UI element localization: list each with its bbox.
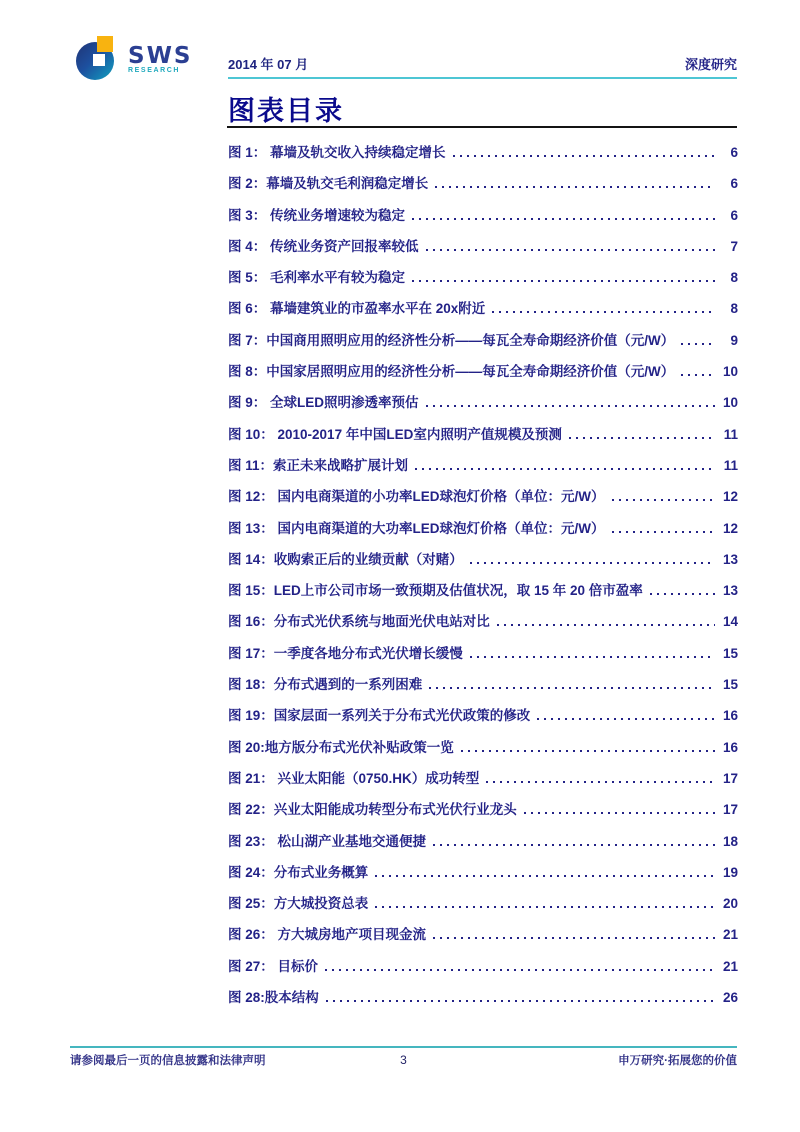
report-date: 2014 年 07 月 xyxy=(228,57,309,72)
toc-entry-label: 图 6： 幕墙建筑业的市盈率水平在 20x附近 xyxy=(228,301,486,317)
report-type-label: 深度研究 xyxy=(684,57,737,72)
toc-entry-page-number: 8 xyxy=(730,301,738,317)
dotted-leader xyxy=(650,592,715,595)
logo-notch-shape xyxy=(93,54,105,66)
toc-entry-label: 图 19：国家层面一系列关于分布式光伏政策的修改 xyxy=(228,708,531,724)
toc-entry-label: 图 12： 国内电商渠道的小功率LED球泡灯价格（单位：元/W） xyxy=(228,489,605,505)
toc-entry[interactable] xyxy=(228,923,738,954)
toc-entry-label: 图 1： 幕墙及轨交收入持续稳定增长 xyxy=(228,145,446,160)
toc-entry[interactable] xyxy=(228,767,738,798)
toc-entry-label: 图 14：收购索正后的业绩贡献（对赌） xyxy=(228,551,463,567)
toc-entry-page-number: 7 xyxy=(730,238,738,254)
toc-entry[interactable] xyxy=(228,391,738,422)
logo-research-text: RESEARCH xyxy=(128,67,181,74)
dotted-leader xyxy=(681,373,715,376)
dotted-leader xyxy=(433,843,715,846)
toc-entry-label: 图 23： 松山湖产业基地交通便捷 xyxy=(228,833,427,849)
toc-entry[interactable] xyxy=(228,642,738,673)
dotted-leader xyxy=(326,999,715,1002)
header-divider xyxy=(228,77,737,79)
figure-index-list xyxy=(228,141,738,1017)
toc-entry-page-number: 26 xyxy=(722,990,738,1006)
toc-entry-label: 图 3： 传统业务增速较为稳定 xyxy=(228,207,406,223)
logo-yellow-square-icon xyxy=(97,36,113,52)
toc-entry[interactable] xyxy=(228,423,738,454)
toc-entry-label: 图 17：一季度各地分布式光伏增长缓慢 xyxy=(228,645,463,661)
toc-entry-label: 图 7：中国商用照明应用的经济性分析——每瓦全寿命期经济价值（元/W） xyxy=(228,332,675,348)
toc-entry-label: 图 2：幕墙及轨交毛利润稳定增长 xyxy=(228,176,429,192)
toc-entry[interactable] xyxy=(228,266,738,297)
toc-entry[interactable] xyxy=(228,955,738,986)
toc-entry[interactable] xyxy=(228,517,738,548)
toc-entry-page-number: 6 xyxy=(730,176,738,192)
logo-sws-text: SWS xyxy=(128,43,193,69)
dotted-leader xyxy=(412,279,715,282)
toc-entry-label: 图 25：方大城投资总表 xyxy=(228,896,369,912)
toc-entry-label: 图 13： 国内电商渠道的大功率LED球泡灯价格（单位：元/W） xyxy=(228,520,605,536)
toc-entry[interactable] xyxy=(228,548,738,579)
toc-entry-label: 图 28:股本结构 xyxy=(228,990,319,1006)
sws-logo xyxy=(76,36,193,84)
toc-entry-page-number: 9 xyxy=(730,332,738,348)
title-divider xyxy=(227,126,737,128)
toc-entry[interactable] xyxy=(228,360,738,391)
toc-entry[interactable] xyxy=(228,297,738,328)
toc-entry[interactable] xyxy=(228,454,738,485)
toc-entry-page-number: 6 xyxy=(730,207,738,223)
toc-entry-label: 图 9： 全球LED照明渗透率预估 xyxy=(228,395,419,411)
toc-entry-label: 图 18：分布式遇到的一系列困难 xyxy=(228,677,423,693)
dotted-leader xyxy=(435,185,715,188)
toc-entry-page-number: 15 xyxy=(722,677,738,693)
toc-entry[interactable] xyxy=(228,329,738,360)
dotted-leader xyxy=(681,342,715,345)
toc-entry-page-number: 10 xyxy=(722,364,738,380)
dotted-leader xyxy=(325,968,715,971)
toc-entry-page-number: 13 xyxy=(722,583,738,599)
toc-entry-page-number: 11 xyxy=(723,457,738,473)
toc-entry-page-number: 12 xyxy=(722,520,738,536)
dotted-leader xyxy=(537,717,715,720)
toc-entry-page-number: 20 xyxy=(722,896,738,912)
toc-entry[interactable] xyxy=(228,861,738,892)
toc-entry[interactable] xyxy=(228,485,738,516)
dotted-leader xyxy=(426,248,715,251)
toc-entry[interactable] xyxy=(228,610,738,641)
toc-entry-label: 图 21： 兴业太阳能（0750.HK）成功转型 xyxy=(228,770,480,786)
toc-entry[interactable] xyxy=(228,798,738,829)
toc-entry-label: 图 11：索正未来战略扩展计划 xyxy=(228,457,409,473)
toc-entry[interactable] xyxy=(228,704,738,735)
toc-entry-page-number: 17 xyxy=(722,802,738,818)
page-footer xyxy=(70,1052,737,1068)
dotted-leader xyxy=(415,467,715,470)
toc-entry[interactable] xyxy=(228,579,738,610)
dotted-leader xyxy=(492,310,715,313)
toc-entry-label: 图 27： 目标价 xyxy=(228,958,319,974)
footer-slogan: 申万研究·拓展您的价值 xyxy=(618,1055,737,1067)
dotted-leader xyxy=(461,749,715,752)
dotted-leader xyxy=(426,404,715,407)
toc-entry-label: 图 26： 方大城房地产项目现金流 xyxy=(228,927,427,943)
dotted-leader xyxy=(375,905,715,908)
toc-entry-page-number: 19 xyxy=(722,864,738,880)
toc-entry-page-number: 6 xyxy=(730,145,738,160)
toc-entry-label: 图 24：分布式业务概算 xyxy=(228,864,369,880)
toc-entry[interactable] xyxy=(228,986,738,1017)
toc-entry-page-number: 14 xyxy=(722,614,738,630)
dotted-leader xyxy=(524,811,715,814)
toc-entry-label: 图 20:地方版分布式光伏补贴政策一览 xyxy=(228,739,454,755)
toc-entry[interactable] xyxy=(228,141,738,172)
toc-entry-page-number: 16 xyxy=(722,739,738,755)
dotted-leader xyxy=(497,623,715,626)
toc-entry-page-number: 8 xyxy=(730,270,738,286)
toc-entry[interactable] xyxy=(228,204,738,235)
toc-entry-page-number: 18 xyxy=(722,833,738,849)
logo-text xyxy=(128,36,193,76)
dotted-leader xyxy=(486,780,715,783)
toc-entry[interactable] xyxy=(228,736,738,767)
dotted-leader xyxy=(429,686,715,689)
footer-disclaimer: 请参阅最后一页的信息披露和法律声明 xyxy=(70,1055,266,1067)
toc-entry-label: 图 22：兴业太阳能成功转型分布式光伏行业龙头 xyxy=(228,802,517,818)
toc-entry-label: 图 5： 毛利率水平有较为稳定 xyxy=(228,270,406,286)
toc-entry[interactable] xyxy=(228,892,738,923)
toc-entry-page-number: 15 xyxy=(722,645,738,661)
dotted-leader xyxy=(612,498,715,501)
toc-entry-label: 图 10： 2010-2017 年中国LED室内照明产值规模及预测 xyxy=(228,426,562,442)
toc-entry[interactable] xyxy=(228,172,738,203)
toc-entry-label: 图 16：分布式光伏系统与地面光伏电站对比 xyxy=(228,614,490,630)
toc-entry[interactable] xyxy=(228,235,738,266)
page-header xyxy=(228,54,737,73)
toc-entry[interactable] xyxy=(228,830,738,861)
dotted-leader xyxy=(612,530,715,533)
toc-entry-page-number: 10 xyxy=(722,395,738,411)
dotted-leader xyxy=(433,936,715,939)
dotted-leader xyxy=(470,655,715,658)
toc-entry-page-number: 21 xyxy=(722,927,738,943)
toc-entry-page-number: 11 xyxy=(723,426,738,442)
toc-entry-page-number: 17 xyxy=(722,770,738,786)
dotted-leader xyxy=(569,436,715,439)
dotted-leader xyxy=(375,874,715,877)
toc-entry-page-number: 21 xyxy=(722,958,738,974)
toc-entry-label: 图 8：中国家居照明应用的经济性分析——每瓦全寿命期经济价值（元/W） xyxy=(228,364,675,380)
toc-entry[interactable] xyxy=(228,673,738,704)
toc-entry-page-number: 12 xyxy=(722,489,738,505)
page-title: 图表目录 xyxy=(228,96,344,126)
footer-page-number: 3 xyxy=(400,1053,407,1067)
toc-entry-page-number: 13 xyxy=(722,551,738,567)
footer-divider xyxy=(70,1046,737,1048)
toc-entry-label: 图 4： 传统业务资产回报率较低 xyxy=(228,238,419,254)
dotted-leader xyxy=(453,154,715,157)
toc-entry-page-number: 16 xyxy=(722,708,738,724)
dotted-leader xyxy=(470,561,715,564)
toc-entry-label: 图 15：LED上市公司市场一致预期及估值状况，取 15 年 20 倍市盈率 xyxy=(228,583,643,599)
dotted-leader xyxy=(412,217,715,220)
sws-logo-icon xyxy=(76,36,122,84)
